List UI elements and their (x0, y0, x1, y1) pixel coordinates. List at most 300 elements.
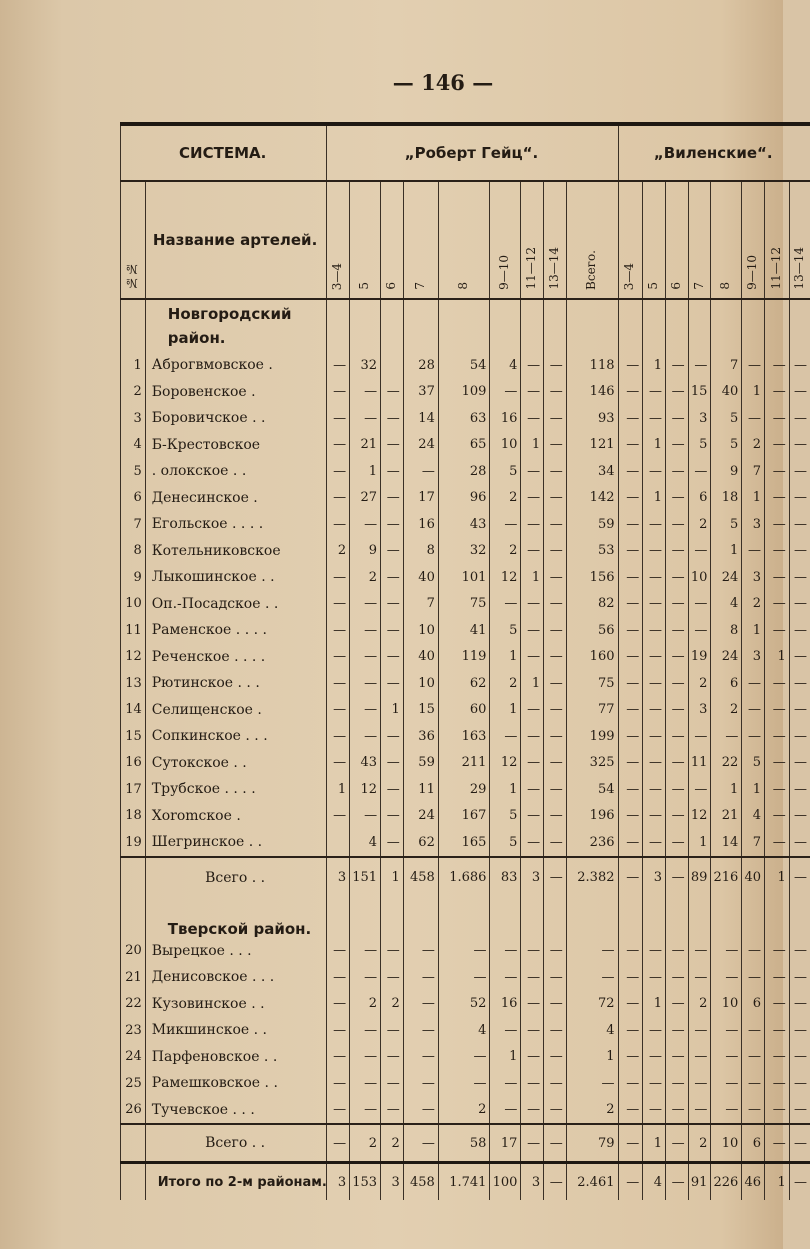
vilenskie-cell: 6 (711, 670, 742, 697)
vilenskie-cell: — (789, 352, 810, 379)
artel-name: Парфеновское . . (145, 1044, 327, 1071)
vilenskie-cell: — (789, 1070, 810, 1097)
robert-geits-cell: — (327, 964, 350, 991)
artel-name: Лыкошинское . . (145, 564, 327, 591)
region-header-row (121, 898, 810, 938)
vilenskie-cell: — (789, 591, 810, 618)
robert-geits-cell: 1 (381, 697, 404, 724)
vilenskie-cell: — (643, 697, 666, 724)
artel-name: Вырецкое . . . (145, 938, 327, 965)
vilenskie-cell: — (618, 1124, 643, 1163)
vilenskie-cell: — (688, 352, 711, 379)
robert-geits-cell: 2 (490, 538, 521, 565)
robert-geits-cell (327, 829, 350, 857)
vilenskie-cell: — (789, 564, 810, 591)
robert-geits-cell: — (544, 1124, 567, 1163)
robert-geits-cell: — (350, 1017, 381, 1044)
artel-name: Сутокское . . (145, 750, 327, 777)
robert-geits-col-header (327, 181, 350, 299)
size-label: 11—12 (524, 247, 539, 290)
artel-name: Хоromское . (145, 803, 327, 830)
vilenskie-cell: — (643, 1044, 666, 1071)
robert-geits-cell: 9 (350, 538, 381, 565)
table-row (121, 1097, 810, 1125)
robert-geits-cell: — (544, 1044, 567, 1071)
vilenskie-cell: 2 (688, 991, 711, 1018)
region-header-blank (438, 898, 490, 938)
vilenskie-cell: — (643, 1097, 666, 1125)
vilenskie-cell: 4 (742, 803, 765, 830)
robert-geits-cell: 4 (490, 352, 521, 379)
robert-geits-cell: 82 (566, 591, 618, 618)
robert-geits-cell: — (350, 1070, 381, 1097)
vilenskie-cell: 91 (688, 1163, 711, 1201)
robert-geits-cell: — (566, 964, 618, 991)
grand-number-blank (121, 1163, 146, 1201)
artel-name: Микшинское . . (145, 1017, 327, 1044)
vilenskie-cell: — (711, 1017, 742, 1044)
vilenskie-cell: — (688, 538, 711, 565)
robert-geits-cell: 236 (566, 829, 618, 857)
vilenskie-cell: — (688, 617, 711, 644)
size-label: 11—12 (768, 247, 783, 290)
table-row (121, 538, 810, 565)
vilenskie-cell: — (618, 485, 643, 512)
robert-geits-cell: — (327, 938, 350, 965)
vilenskie-cell: — (688, 1097, 711, 1125)
row-number: 26 (121, 1097, 146, 1125)
vilenskie-cell: — (618, 617, 643, 644)
vilenskie-cell: — (789, 991, 810, 1018)
vilenskie-cell: — (711, 1097, 742, 1125)
row-number: 18 (121, 803, 146, 830)
robert-geits-cell: 1 (521, 432, 544, 459)
vilenskie-cell: — (765, 1070, 790, 1097)
robert-geits-cell: 17 (490, 1124, 521, 1163)
robert-geits-cell: 109 (438, 379, 490, 406)
robert-geits-cell: 16 (403, 511, 438, 538)
robert-geits-cell: 40 (403, 564, 438, 591)
table-row (121, 591, 810, 618)
robert-geits-cell: — (544, 591, 567, 618)
robert-geits-col-header (381, 181, 404, 299)
total-label: Всего . . (145, 1124, 327, 1163)
robert-geits-cell: — (521, 405, 544, 432)
vilenskie-cell: — (765, 776, 790, 803)
robert-geits-cell: 52 (438, 991, 490, 1018)
vilenskie-cell: — (618, 432, 643, 459)
vilenskie-cell: — (665, 379, 688, 406)
vilenskie-cell: 8 (711, 617, 742, 644)
artel-name: Тучевское . . . (145, 1097, 327, 1125)
vilenskie-cell: — (688, 1044, 711, 1071)
robert-geits-cell: — (381, 591, 404, 618)
vilenskie-cell: — (618, 776, 643, 803)
artel-name: Реченское . . . . (145, 644, 327, 671)
table-row (121, 432, 810, 459)
robert-geits-cell: — (490, 938, 521, 965)
vilenskie-cell: — (765, 991, 790, 1018)
robert-geits-cell: 8 (403, 538, 438, 565)
robert-geits-cell: 40 (403, 644, 438, 671)
vilenskie-cell: 3 (688, 405, 711, 432)
vilenskie-cell: — (665, 458, 688, 485)
robert-geits-cell: 5 (490, 458, 521, 485)
vilenskie-cell: 1 (643, 1124, 666, 1163)
robert-geits-col-header (566, 181, 618, 299)
robert-geits-col-header (438, 181, 490, 299)
table-row (121, 564, 810, 591)
vilenskie-cell: 1 (742, 617, 765, 644)
robert-geits-cell: 2 (350, 564, 381, 591)
vilenskie-cell: — (618, 697, 643, 724)
artel-name: Боровенское . (145, 379, 327, 406)
robert-geits-cell: 14 (403, 405, 438, 432)
vilenskie-cell: — (618, 857, 643, 898)
robert-geits-cell: — (381, 564, 404, 591)
size-label: 9—10 (745, 255, 760, 290)
robert-geits-cell: 27 (350, 485, 381, 512)
vilenskie-cell: — (618, 1163, 643, 1201)
robert-geits-cell: 60 (438, 697, 490, 724)
vilenskie-cell: — (665, 591, 688, 618)
vilenskie-cell: — (765, 750, 790, 777)
row-number: 3 (121, 405, 146, 432)
region-header-blank (327, 898, 350, 938)
region-header-blank (490, 898, 521, 938)
vilenskie-cell: 9 (711, 458, 742, 485)
vilenskie-cell: — (765, 352, 790, 379)
vilenskie-cell: — (618, 723, 643, 750)
region-header-blank (643, 898, 666, 938)
robert-geits-cell: 118 (566, 352, 618, 379)
vilenskie-cell: — (665, 511, 688, 538)
table-row (121, 1044, 810, 1071)
robert-geits-cell: 72 (566, 991, 618, 1018)
robert-geits-cell: 77 (566, 697, 618, 724)
robert-geits-cell: — (490, 723, 521, 750)
region-header-blank (711, 898, 742, 938)
robert-geits-cell: 16 (490, 991, 521, 1018)
vilenskie-cell: — (688, 723, 711, 750)
robert-geits-cell: 165 (438, 829, 490, 857)
vilenskie-cell: 1 (742, 379, 765, 406)
robert-geits-cell: 41 (438, 617, 490, 644)
vilenskie-cell: 3 (742, 644, 765, 671)
vilenskie-col-header (742, 181, 765, 299)
robert-geits-cell: 1 (490, 644, 521, 671)
robert-geits-cell: 3 (381, 1163, 404, 1201)
vilenskie-cell: — (765, 1124, 790, 1163)
region-header-blank (711, 299, 742, 352)
robert-geits-cell: 63 (438, 405, 490, 432)
region-header-blank (521, 898, 544, 938)
robert-geits-cell: 3 (521, 1163, 544, 1201)
region-header-blank (544, 299, 567, 352)
robert-geits-cell: 100 (490, 1163, 521, 1201)
size-label: 6 (668, 282, 683, 290)
robert-geits-cell: 2.461 (566, 1163, 618, 1201)
vilenskie-cell: 2 (742, 432, 765, 459)
vilenskie-cell: — (742, 538, 765, 565)
vilenskie-cell: — (665, 352, 688, 379)
row-number: 13 (121, 670, 146, 697)
robert-geits-cell: — (350, 697, 381, 724)
robert-geits-cell: 62 (438, 670, 490, 697)
row-number: 9 (121, 564, 146, 591)
vilenskie-cell: — (643, 1070, 666, 1097)
robert-geits-cell: 5 (490, 803, 521, 830)
vilenskie-cell: — (618, 750, 643, 777)
robert-geits-cell: — (403, 1097, 438, 1125)
robert-geits-cell: 7 (403, 591, 438, 618)
robert-geits-cell: — (521, 829, 544, 857)
robert-geits-cell: 163 (438, 723, 490, 750)
robert-geits-cell: 37 (403, 379, 438, 406)
robert-geits-cell: — (350, 964, 381, 991)
vilenskie-cell: 46 (742, 1163, 765, 1201)
robert-geits-cell: — (544, 405, 567, 432)
robert-geits-cell: 21 (350, 432, 381, 459)
vilenskie-cell: — (643, 511, 666, 538)
row-number: 21 (121, 964, 146, 991)
vilenskie-cell: — (665, 723, 688, 750)
vilenskie-cell: — (688, 964, 711, 991)
region-header-blank (403, 898, 438, 938)
row-number: 23 (121, 1017, 146, 1044)
vilenskie-cell: — (765, 458, 790, 485)
vilenskie-cell: — (789, 1044, 810, 1071)
region-header-blank (789, 898, 810, 938)
robert-geits-cell: 1 (490, 776, 521, 803)
vilenskie-cell: — (789, 458, 810, 485)
region-header-blank (765, 898, 790, 938)
vilenskie-cell: — (618, 1070, 643, 1097)
robert-geits-cell: 211 (438, 750, 490, 777)
robert-geits-cell: — (438, 938, 490, 965)
table-row (121, 458, 810, 485)
robert-geits-cell: — (544, 750, 567, 777)
robert-geits-cell: — (381, 405, 404, 432)
row-number: 8 (121, 538, 146, 565)
robert-geits-cell: 32 (438, 538, 490, 565)
table-row (121, 1017, 810, 1044)
vilenskie-cell: — (742, 723, 765, 750)
region-header-blank (688, 898, 711, 938)
vilenskie-cell: 1 (711, 776, 742, 803)
vilenskie-cell: — (618, 964, 643, 991)
robert-geits-cell: — (544, 776, 567, 803)
robert-geits-cell: 2 (438, 1097, 490, 1125)
robert-geits-cell: — (350, 617, 381, 644)
vilenskie-cell: — (618, 405, 643, 432)
robert-geits-cell: — (327, 379, 350, 406)
robert-geits-cell: 17 (403, 485, 438, 512)
robert-geits-cell: 4 (350, 829, 381, 857)
vilenskie-cell: — (665, 750, 688, 777)
robert-geits-cell: — (381, 1017, 404, 1044)
robert-geits-cell: 24 (403, 803, 438, 830)
robert-geits-cell: — (521, 591, 544, 618)
robert-geits-cell: 167 (438, 803, 490, 830)
row-number: 5 (121, 458, 146, 485)
vilenskie-cell: 7 (742, 458, 765, 485)
vilenskie-cell: — (765, 964, 790, 991)
robert-geits-cell: 153 (350, 1163, 381, 1201)
robert-geits-cell: — (521, 511, 544, 538)
vilenskie-cell: — (643, 803, 666, 830)
vilenskie-cell: — (742, 670, 765, 697)
row-number: 17 (121, 776, 146, 803)
robert-geits-cell: — (544, 829, 567, 857)
vilenskie-cell: 6 (742, 991, 765, 1018)
robert-geits-cell: 12 (490, 564, 521, 591)
vilenskie-cell: — (688, 591, 711, 618)
vilenskie-cell: 4 (711, 591, 742, 618)
robert-geits-cell: — (350, 1097, 381, 1125)
table-row (121, 617, 810, 644)
robert-geits-cell: — (327, 1017, 350, 1044)
vilenskie-cell: — (711, 723, 742, 750)
table-row (121, 750, 810, 777)
robert-geits-cell: — (403, 1070, 438, 1097)
vilenskie-cell: — (643, 564, 666, 591)
table-row (121, 670, 810, 697)
table-row (121, 964, 810, 991)
robert-geits-cell: 1 (490, 1044, 521, 1071)
vilenskie-cell: — (665, 485, 688, 512)
vilenskie-cell: — (643, 964, 666, 991)
robert-geits-cell: — (544, 485, 567, 512)
table-row (121, 485, 810, 512)
robert-geits-cell: — (490, 379, 521, 406)
robert-geits-cell: — (381, 803, 404, 830)
vilenskie-cell: 5 (688, 432, 711, 459)
row-number: 14 (121, 697, 146, 724)
vilenskie-cell: — (789, 485, 810, 512)
vilenskie-cell: — (618, 511, 643, 538)
robert-geits-cell: — (327, 1097, 350, 1125)
vilenskie-cell: — (711, 938, 742, 965)
vilenskie-cell: — (789, 829, 810, 857)
vilenskie-cell: 1 (742, 776, 765, 803)
vilenskie-cell: — (643, 938, 666, 965)
robert-geits-cell: — (327, 405, 350, 432)
row-number: 16 (121, 750, 146, 777)
vilenskie-cell: — (665, 432, 688, 459)
robert-geits-cell: 56 (566, 617, 618, 644)
robert-geits-cell: — (490, 1097, 521, 1125)
vilenskie-cell: — (789, 964, 810, 991)
robert-geits-col-header (490, 181, 521, 299)
vilenskie-cell: — (789, 857, 810, 898)
robert-geits-cell: — (327, 511, 350, 538)
robert-geits-cell: — (544, 857, 567, 898)
vilenskie-col-header (618, 181, 643, 299)
robert-geits-cell: — (544, 964, 567, 991)
robert-geits-cell: — (521, 485, 544, 512)
artel-name: Б-Крестовское (145, 432, 327, 459)
vilenskie-cell: — (618, 379, 643, 406)
robert-geits-cell: 2 (490, 485, 521, 512)
robert-geits-cell: 93 (566, 405, 618, 432)
vilenskie-cell: — (618, 938, 643, 965)
robert-geits-cell: 325 (566, 750, 618, 777)
vilenskie-cell: — (643, 379, 666, 406)
robert-geits-cell: 54 (438, 352, 490, 379)
vilenskie-cell: 5 (742, 750, 765, 777)
vilenskie-cell: — (618, 670, 643, 697)
row-number: 4 (121, 432, 146, 459)
region-header-blank (643, 299, 666, 352)
robert-geits-cell: — (403, 964, 438, 991)
vilenskie-cell: 10 (688, 564, 711, 591)
row-number: 2 (121, 379, 146, 406)
vilenskie-cell: — (688, 1070, 711, 1097)
vilenskie-cell: 1 (643, 991, 666, 1018)
vilenskie-cell: 11 (688, 750, 711, 777)
vilenskie-cell: — (789, 697, 810, 724)
robert-geits-cell: 1 (381, 857, 404, 898)
robert-geits-cell: — (327, 564, 350, 591)
robert-geits-cell: 29 (438, 776, 490, 803)
vilenskie-cell: — (765, 511, 790, 538)
vilenskie-cell: — (765, 405, 790, 432)
robert-geits-cell: 12 (490, 750, 521, 777)
vilenskie-cell: 226 (711, 1163, 742, 1201)
vilenskie-cell: 4 (643, 1163, 666, 1201)
vilenskie-cell: — (665, 670, 688, 697)
row-number: 7 (121, 511, 146, 538)
robert-geits-cell: 5 (490, 829, 521, 857)
row-number: 1 (121, 352, 146, 379)
vilenskie-cell: — (765, 829, 790, 857)
robert-geits-cell: — (544, 458, 567, 485)
robert-geits-cell: — (327, 458, 350, 485)
vilenskie-col-header (643, 181, 666, 299)
robert-geits-cell: — (381, 1044, 404, 1071)
row-number: 25 (121, 1070, 146, 1097)
table-row (121, 803, 810, 830)
robert-geits-cell: 1.741 (438, 1163, 490, 1201)
robert-geits-cell: 1 (490, 697, 521, 724)
size-label: 9—10 (497, 255, 512, 290)
vilenskie-cell: — (765, 1017, 790, 1044)
region-header-blank (665, 898, 688, 938)
vilenskie-cell: — (789, 938, 810, 965)
vilenskie-cell: — (765, 1097, 790, 1125)
vilenskie-cell: 1 (688, 829, 711, 857)
region-header-blank (618, 299, 643, 352)
robert-geits-cell: — (381, 670, 404, 697)
table-row (121, 723, 810, 750)
vilenskie-cell: — (665, 991, 688, 1018)
robert-geits-cell: — (403, 458, 438, 485)
vilenskie-cell: — (742, 697, 765, 724)
vilenskie-cell: — (765, 803, 790, 830)
total-number-blank (121, 857, 146, 898)
robert-geits-cell: 2 (350, 991, 381, 1018)
region-total-row (121, 857, 810, 898)
artel-name: Оп.-Посадское . . (145, 591, 327, 618)
table-row (121, 644, 810, 671)
vilenskie-cell: — (643, 538, 666, 565)
region-header-blank (381, 299, 404, 352)
vilenskie-cell: 89 (688, 857, 711, 898)
vilenskie-cell: — (665, 564, 688, 591)
table-row (121, 1070, 810, 1097)
region-header-blank (618, 898, 643, 938)
